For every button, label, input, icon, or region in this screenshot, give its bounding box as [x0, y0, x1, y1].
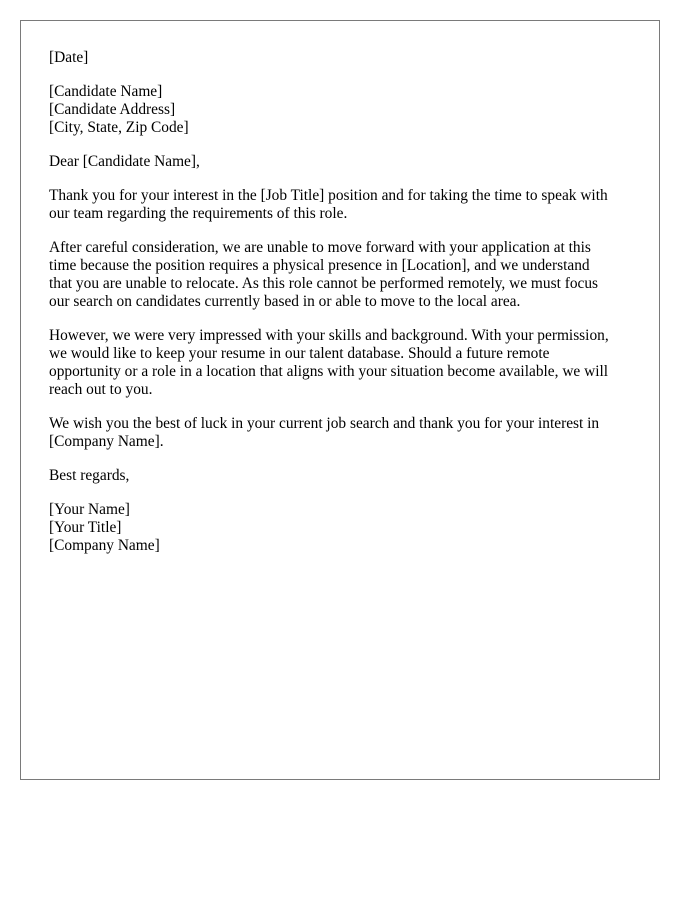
paragraph-interest: [49, 187, 639, 223]
letter-body: [49, 49, 639, 571]
signature-name: [Your Name]: [49, 501, 130, 518]
signature-block: [49, 501, 639, 555]
letter-date: [Date]: [49, 49, 89, 66]
letter-page: [20, 20, 660, 780]
salutation: Dear [Candidate Name],: [49, 153, 200, 170]
paragraph-line: [Company Name].: [49, 433, 164, 450]
signature-title: [Your Title]: [49, 519, 122, 536]
paragraph-line: However, we were very impressed with your skills and background. With your permission,: [49, 327, 609, 344]
recipient-address-block: [49, 83, 639, 137]
salutation-block: [49, 153, 639, 171]
recipient-city-state-zip: [City, State, Zip Code]: [49, 119, 189, 136]
paragraph-line: time because the position requires a physical presence in [Location], and we understand: [49, 257, 590, 274]
paragraph-line: opportunity or a role in a location that aligns with your situation become available, we will: [49, 363, 609, 380]
signature-company: [Company Name]: [49, 537, 160, 554]
paragraph-line: We wish you the best of luck in your current job search and thank you for your interest in: [49, 415, 600, 432]
paragraph-future-opportunity: [49, 327, 639, 399]
paragraph-line: that you are unable to relocate. As this role cannot be performed remotely, we must focus: [49, 275, 599, 292]
closing: Best regards,: [49, 467, 130, 484]
recipient-address: [Candidate Address]: [49, 101, 176, 118]
recipient-name: [Candidate Name]: [49, 83, 163, 100]
paragraph-line: reach out to you.: [49, 381, 153, 398]
paragraph-line: Thank you for your interest in the [Job Title] position and for taking the time to speak with: [49, 187, 608, 204]
paragraph-line: we would like to keep your resume in our talent database. Should a future remote: [49, 345, 550, 362]
paragraph-line: After careful consideration, we are unable to move forward with your application at this: [49, 239, 591, 256]
closing-block: [49, 467, 639, 485]
paragraph-decision: [49, 239, 639, 311]
paragraph-line: our search on candidates currently based in or able to move to the local area.: [49, 293, 521, 310]
paragraph-well-wishes: [49, 415, 639, 451]
date-block: [49, 49, 639, 67]
paragraph-line: our team regarding the requirements of this role.: [49, 205, 348, 222]
